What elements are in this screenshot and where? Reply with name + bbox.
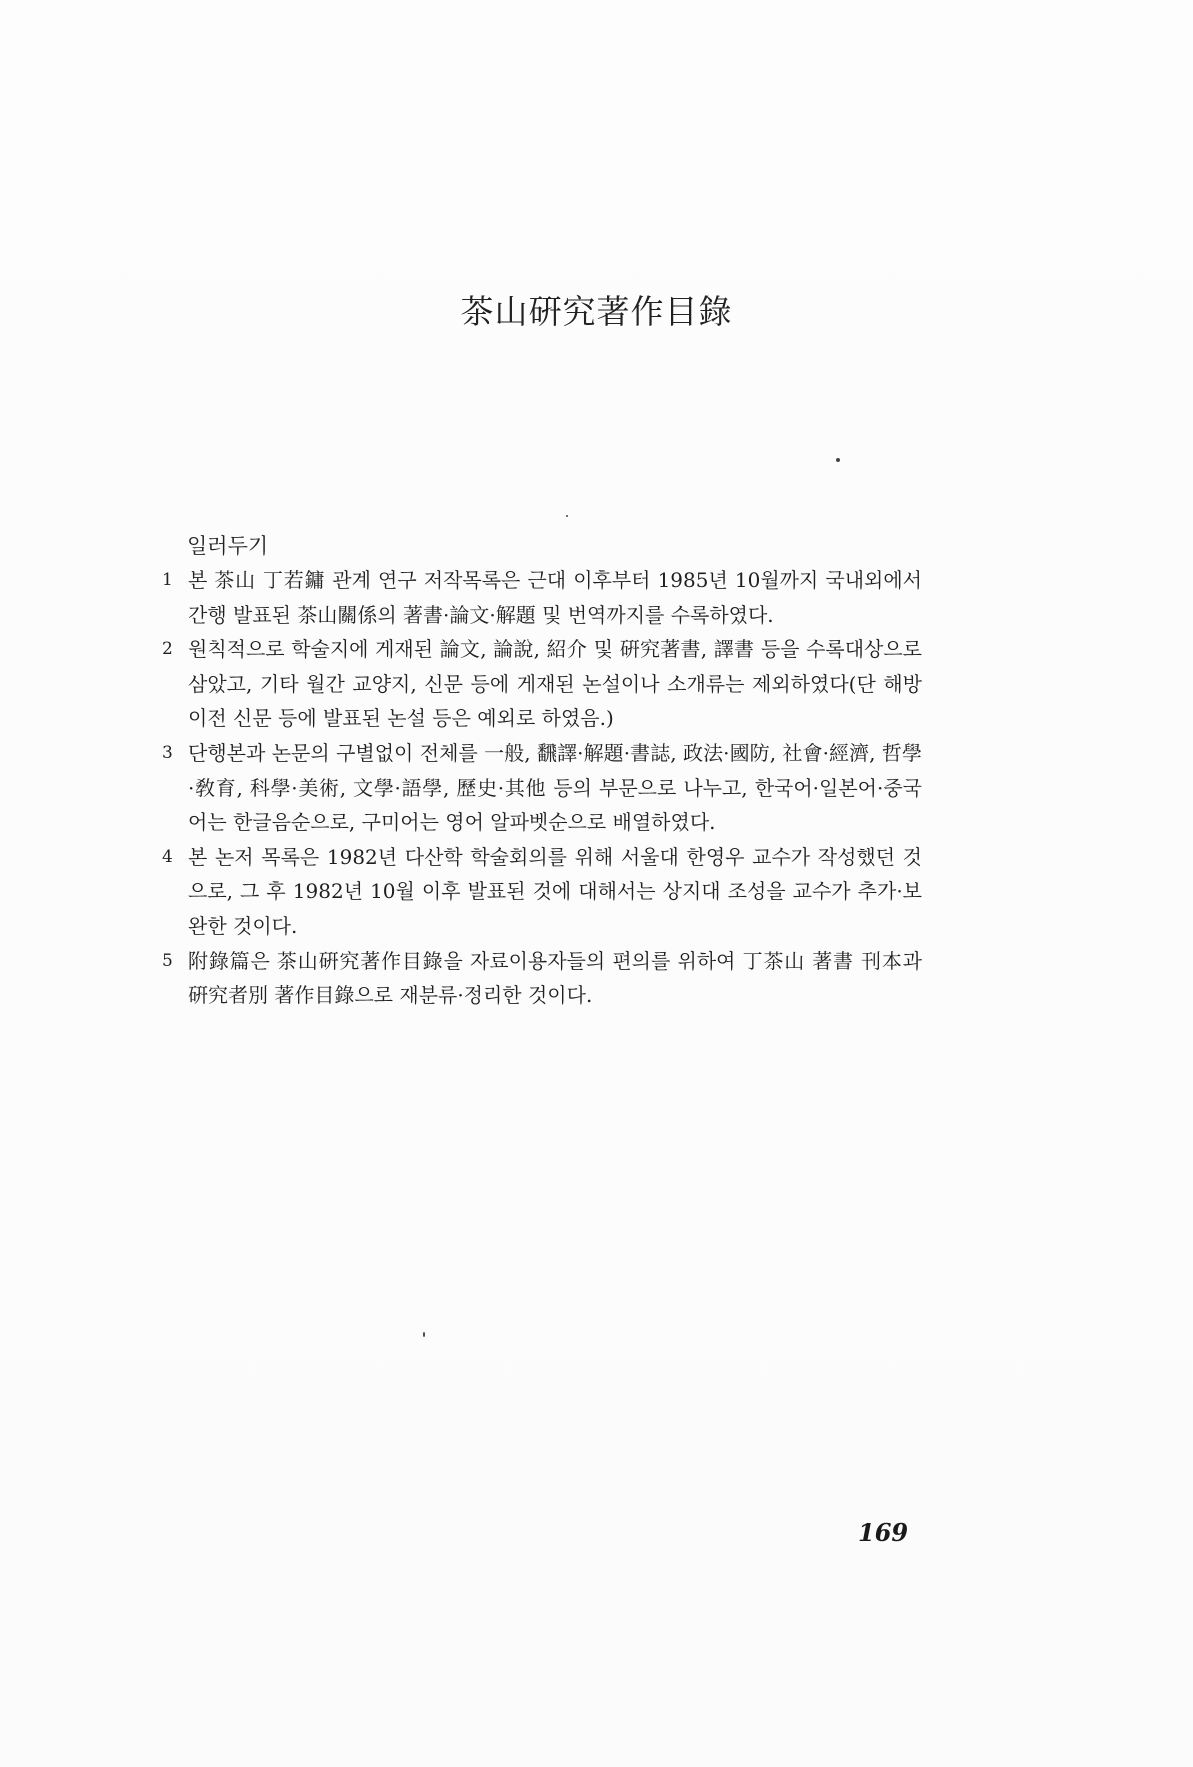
note-item (162, 632, 922, 736)
note-text: 본 茶山 丁若鏞 관계 연구 저작목록은 근대 이후부터 1985년 10월까지 국내외에서 간행 발표된 茶山關係의 著書·論文·解題 및 번역까지를 수록하였다. (188, 568, 922, 627)
note-number: 5 (162, 950, 173, 971)
note-text: 단행본과 논문의 구별없이 전체를 一般, 飜譯·解題·書誌, 政法·國防, 社會·經濟, 哲學·敎育, 科學·美術, 文學·語學, 歷史·其他 등의 부문으로 나누고, 한국어·일본어·중국어는 한글음순으로, 구미어는 영어 알파벳순으로 배열하였다. (188, 740, 922, 835)
page-title: 茶山硏究著作目錄 (460, 292, 733, 331)
note-text: 원칙적으로 학술지에 게재된 論文, 論說, 紹介 및 硏究著書, 譯書 등을 수록대상으로 삼았고, 기타 월간 교양지, 신문 등에 게재된 논설이나 소개류는 제외하였다(단 해방 이전 신문 등에 발표된 논설 등은 예외로 하였음.) (188, 637, 922, 731)
note-item (162, 563, 922, 632)
note-number: 4 (162, 846, 173, 867)
scan-speck (566, 515, 568, 517)
page-number: 169 (858, 1518, 909, 1547)
note-text: 본 논저 목록은 1982년 다산학 학술회의를 위해 서울대 한영우 교수가 작성했던 것으로, 그 후 1982년 10월 이후 발표된 것에 대해서는 상지대 조성을 교수가 추가·보완한 것이다. (188, 844, 922, 938)
note-item (162, 736, 922, 840)
notes-list (162, 563, 922, 1013)
note-number: 1 (162, 570, 173, 590)
note-number: 3 (162, 742, 173, 763)
note-item (162, 840, 922, 944)
scan-speck (836, 458, 840, 462)
note-text: 附錄篇은 茶山硏究著作目錄을 자료이용자들의 편의를 위하여 丁茶山 著書 刊本과 硏究者別 著作目錄으로 재분류·정리한 것이다. (188, 948, 922, 1008)
note-item (162, 944, 922, 1013)
notes-heading: 일러두기 (187, 534, 269, 558)
note-number: 2 (162, 639, 173, 660)
scan-speck (423, 1332, 425, 1337)
